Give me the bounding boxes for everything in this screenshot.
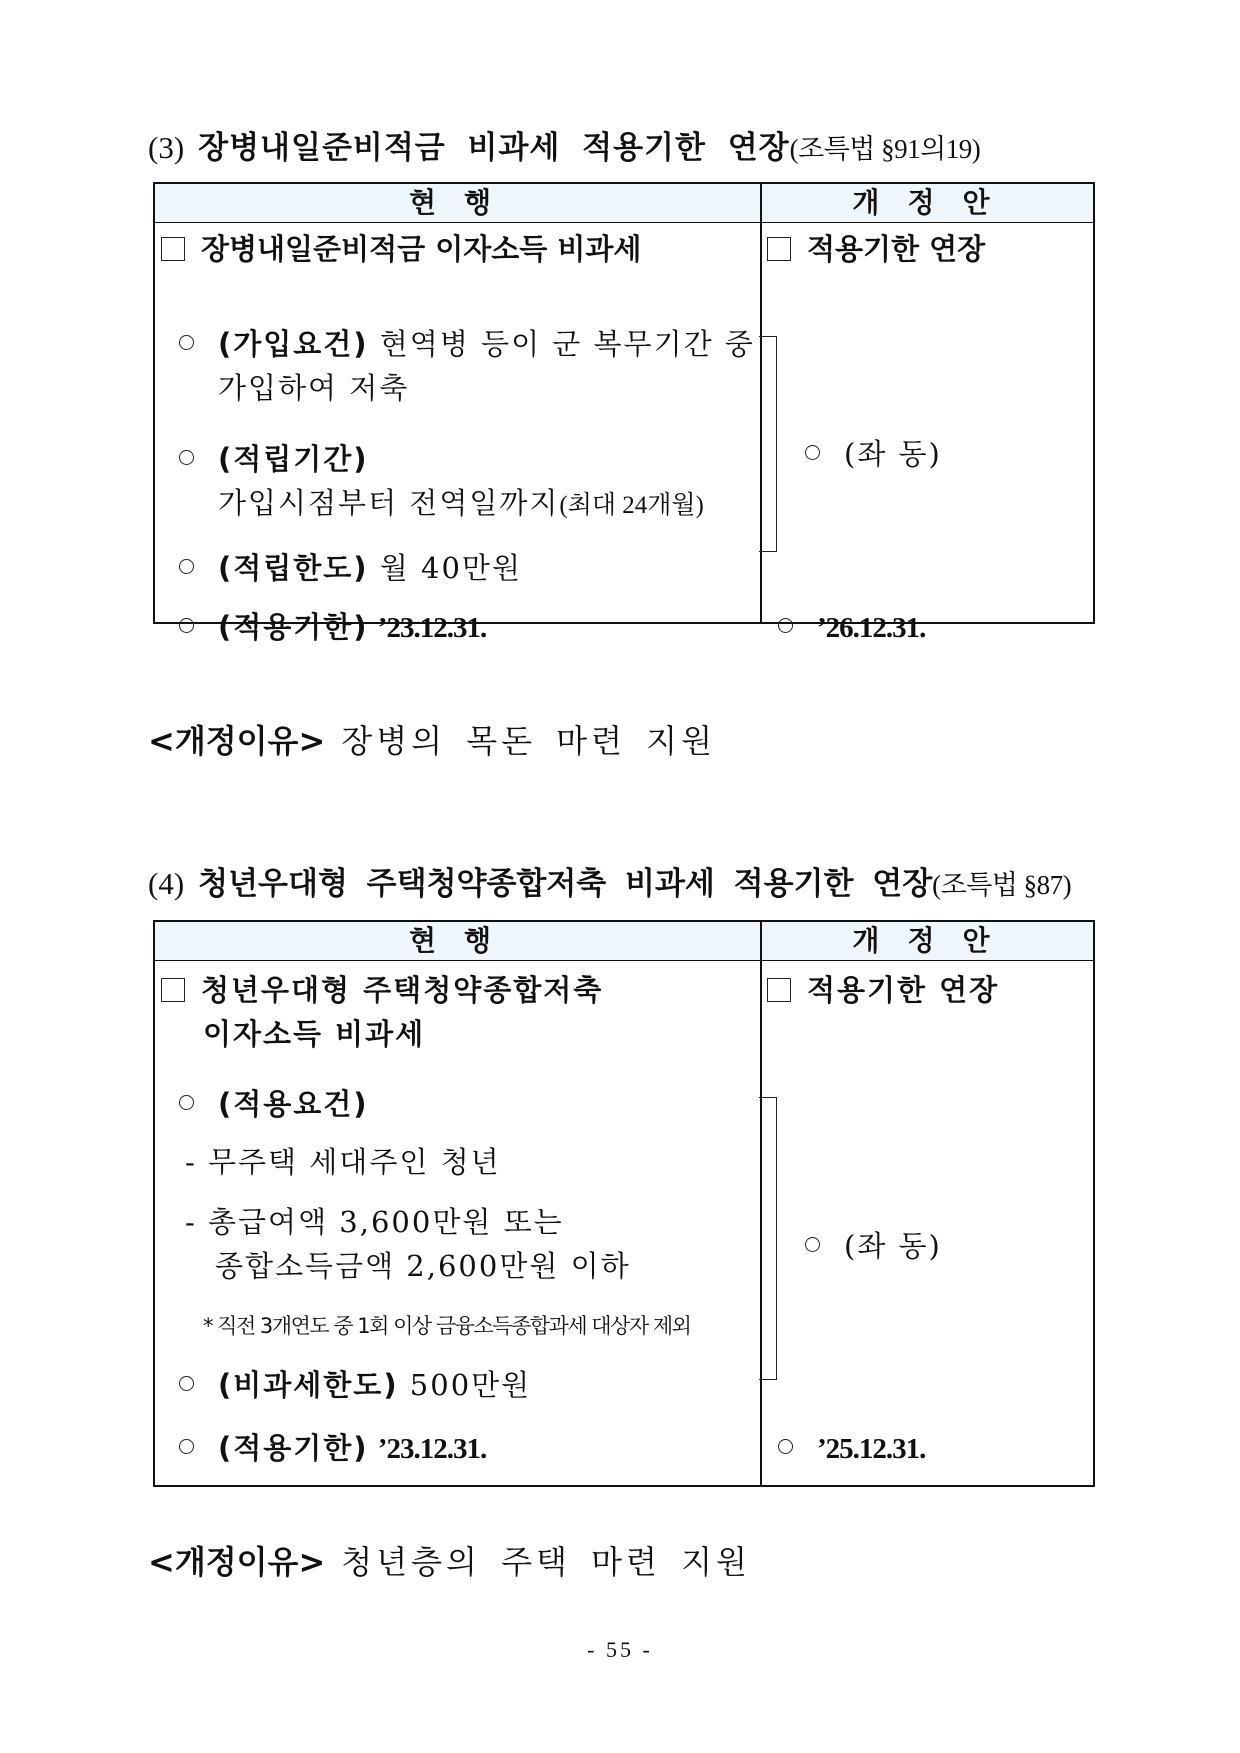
reason-label: <개정이유> (148, 722, 326, 760)
checkbox-square-icon (161, 237, 185, 261)
section-4-reason (148, 1540, 751, 1584)
bracket-line (759, 1097, 777, 1380)
bracket-line (759, 336, 777, 552)
section-3-law-ref: (조특법 §91의19) (789, 134, 981, 164)
header-proposed: 개정안 (852, 924, 1018, 957)
item-subscription-requirement: (가입요건) 현역병 등이 군 복무기간 중 (179, 324, 755, 364)
section-3-table (153, 182, 1095, 644)
reason-text: 청년층의 주택 마련 지원 (341, 1543, 751, 1581)
circle-bullet-icon (778, 618, 793, 633)
checkbox-square-icon (767, 237, 791, 261)
proposed-same: (좌 동) (805, 434, 942, 474)
item-saving-limit: (적립한도) 월 40만원 (179, 548, 522, 588)
dash-item-income-cont: 종합소득금액 2,600만원 이하 (215, 1249, 631, 1283)
section-4-number: (4) (148, 866, 185, 901)
dash-item-homeless: - 무주택 세대주인 청년 (185, 1145, 501, 1179)
section-4-heading: 청년우대형 주택청약종합저축 비과세 적용기한 연장 (198, 866, 933, 902)
table-header (155, 922, 1093, 961)
proposed-deadline: ’25.12.31. (778, 1428, 925, 1469)
table-header (155, 184, 1093, 223)
circle-bullet-icon (805, 1237, 820, 1252)
item-deadline: (적용기한) ’23.12.31. (179, 607, 486, 648)
header-proposed: 개정안 (852, 186, 1018, 219)
footnote: * 직전 3개연도 중 1회 이상 금융소득종합과세 대상자 제외 (203, 1314, 691, 1338)
current-heading: 장병내일준비적금 이자소득 비과세 (161, 229, 641, 269)
checkbox-square-icon (767, 978, 791, 1002)
header-current: 현행 (408, 924, 520, 957)
item-subscription-requirement-cont: 가입하여 저축 (218, 371, 410, 405)
circle-bullet-icon (179, 1095, 194, 1110)
section-4-table (153, 920, 1095, 1487)
page-number: - 55 - (587, 1637, 653, 1662)
proposed-deadline: ’26.12.31. (778, 607, 925, 648)
item-eligibility: (적용요건) (179, 1084, 369, 1124)
section-4-law-ref: (조특법 §87) (932, 870, 1072, 900)
circle-bullet-icon (179, 450, 194, 465)
dash-item-income: - 총급여액 3,600만원 또는 (185, 1205, 564, 1239)
item-deadline: (적용기한) ’23.12.31. (179, 1428, 486, 1469)
section-4-title (148, 864, 1071, 905)
proposed-heading: 적용기한 연장 (767, 970, 999, 1010)
item-saving-period: (적립기간) (179, 439, 369, 479)
reason-label: <개정이유> (148, 1543, 326, 1581)
circle-bullet-icon (179, 335, 194, 350)
circle-bullet-icon (778, 1439, 793, 1454)
circle-bullet-icon (805, 445, 820, 460)
proposed-heading: 적용기한 연장 (767, 229, 985, 269)
proposed-same: (좌 동) (805, 1226, 942, 1266)
section-3-number: (3) (148, 130, 185, 165)
item-saving-period-cont: 가입시점부터 전역일까지(최대 24개월) (218, 486, 704, 520)
item-tax-free-limit: (비과세한도) 500만원 (179, 1365, 531, 1405)
circle-bullet-icon (179, 1439, 194, 1454)
checkbox-square-icon (161, 978, 185, 1002)
current-heading: 청년우대형 주택청약종합저축 (161, 970, 603, 1010)
circle-bullet-icon (179, 1376, 194, 1391)
reason-text: 장병의 목돈 마련 지원 (341, 722, 717, 760)
section-3-heading: 장병내일준비적금 비과세 적용기한 연장 (198, 130, 790, 166)
current-heading-cont: 이자소득 비과세 (203, 1017, 426, 1051)
circle-bullet-icon (179, 559, 194, 574)
section-3-title (148, 128, 980, 169)
header-current: 현행 (408, 186, 520, 219)
section-3-reason (148, 719, 716, 763)
circle-bullet-icon (179, 618, 194, 633)
